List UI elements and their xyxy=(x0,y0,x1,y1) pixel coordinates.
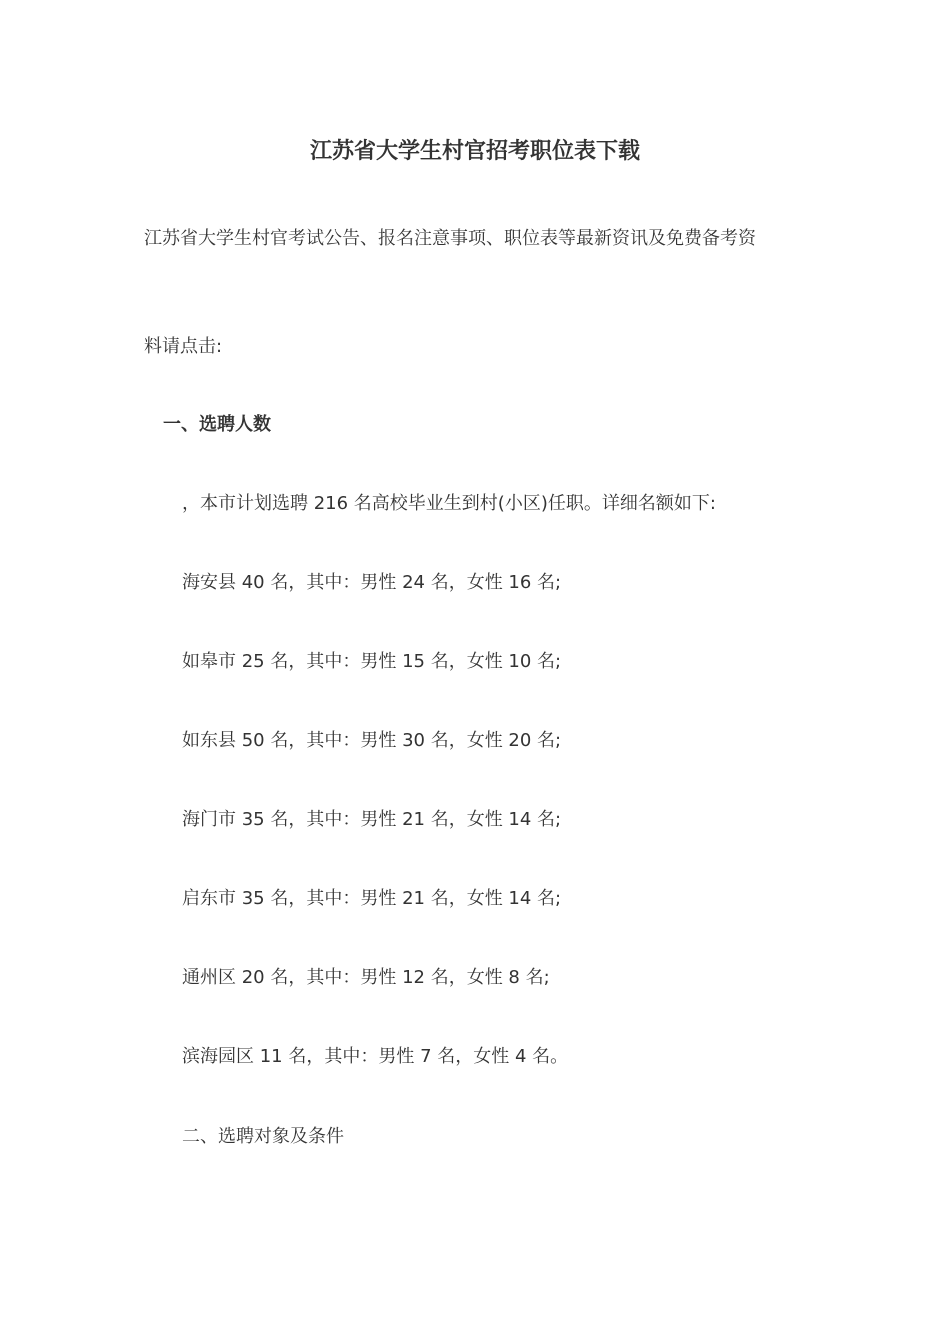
section-1-heading: 一、选聘人数 xyxy=(163,414,271,435)
plan-text: ，本市计划选聘 216 名高校毕业生到村(小区)任职。详细名额如下: xyxy=(182,493,716,514)
quota-item: 启东市 35 名，其中：男性 21 名，女性 14 名; xyxy=(182,888,562,909)
document-title: 江苏省大学生村官招考职位表下载 xyxy=(309,139,640,164)
section-2-heading: 二、选聘对象及条件 xyxy=(182,1126,344,1147)
quota-item: 通州区 20 名，其中：男性 12 名，女性 8 名; xyxy=(182,967,550,988)
quota-item: 如东县 50 名，其中：男性 30 名，女性 20 名; xyxy=(182,730,562,751)
intro-line-2: 料请点击: xyxy=(144,336,223,357)
quota-item: 海门市 35 名，其中：男性 21 名，女性 14 名; xyxy=(182,809,562,830)
intro-line-1: 江苏省大学生村官考试公告、报名注意事项、职位表等最新资讯及免费备考资 xyxy=(144,228,756,249)
quota-item: 滨海园区 11 名，其中：男性 7 名，女性 4 名。 xyxy=(182,1046,569,1067)
quota-item: 海安县 40 名，其中：男性 24 名，女性 16 名; xyxy=(182,572,562,593)
quota-item: 如皋市 25 名，其中：男性 15 名，女性 10 名; xyxy=(182,651,562,672)
